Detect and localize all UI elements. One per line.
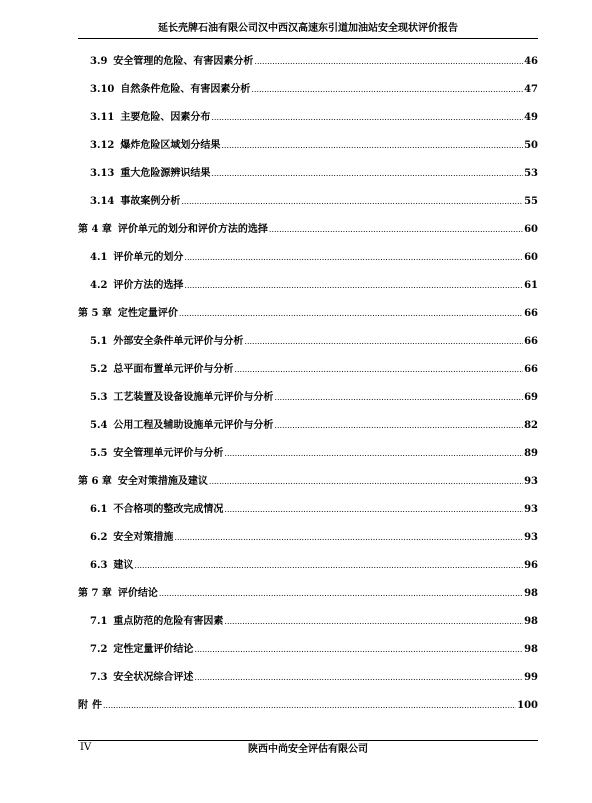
toc-entry[interactable] <box>78 692 538 720</box>
toc-entry-number: 第 5 章 <box>78 308 112 319</box>
toc-entry-title: 公用工程及辅助设施单元评价与分析 <box>113 420 274 431</box>
toc-entry-number: 3.12 <box>90 140 115 151</box>
toc-dot-leader <box>234 356 523 384</box>
toc-entry-page: 98 <box>524 644 538 655</box>
toc-entry[interactable] <box>78 104 538 132</box>
toc-entry-number: 7.2 <box>90 644 108 655</box>
toc-dot-leader <box>274 384 523 412</box>
toc-entry[interactable] <box>78 468 538 496</box>
toc-entry[interactable] <box>78 132 538 160</box>
toc-dot-leader <box>159 580 523 608</box>
toc-dot-leader <box>211 160 523 188</box>
toc-entry[interactable] <box>78 608 538 636</box>
toc-dot-leader <box>251 76 523 104</box>
toc-entry-number: 第 7 章 <box>78 588 112 599</box>
toc-entry[interactable] <box>78 636 538 664</box>
toc-entry[interactable] <box>78 580 538 608</box>
toc-entry-page: 98 <box>524 616 538 627</box>
toc-dot-leader <box>221 132 523 160</box>
toc-entry-page: 47 <box>524 84 538 95</box>
toc-entry-number: 3.10 <box>90 84 115 95</box>
toc-entry-number: 6.1 <box>90 504 108 515</box>
toc-entry[interactable] <box>78 524 538 552</box>
toc-entry-page: 98 <box>524 588 538 599</box>
toc-entry-title: 安全状况综合评述 <box>113 672 194 683</box>
toc-entry-title: 安全管理的危险、有害因素分析 <box>113 56 254 67</box>
toc-entry-number: 3.13 <box>90 168 115 179</box>
toc-entry-title: 评价方法的选择 <box>113 280 184 291</box>
toc-entry-page: 55 <box>524 196 538 207</box>
toc-entry-number: 3.14 <box>90 196 115 207</box>
toc-entry-number: 3.11 <box>90 112 115 123</box>
toc-entry[interactable] <box>78 188 538 216</box>
toc-entry-page: 93 <box>524 532 538 543</box>
toc-entry-page: 89 <box>524 448 538 459</box>
toc-entry[interactable] <box>78 664 538 692</box>
footer-company-name: 陕西中尚安全评估有限公司 <box>248 744 368 755</box>
toc-entry-title: 定性定量评价 <box>117 308 178 319</box>
toc-dot-leader <box>274 412 523 440</box>
toc-entry-page: 46 <box>524 56 538 67</box>
toc-entry-page: 50 <box>524 140 538 151</box>
toc-entry-page: 60 <box>524 252 538 263</box>
toc-entry[interactable] <box>78 76 538 104</box>
toc-dot-leader <box>181 188 523 216</box>
toc-dot-leader <box>179 300 523 328</box>
toc-dot-leader <box>194 664 523 692</box>
toc-entry-page: 69 <box>524 392 538 403</box>
running-header: 延长壳牌石油有限公司汉中西汉高速东引道加油站安全现状评价报告 <box>158 23 458 34</box>
toc-entry-number: 5.4 <box>90 420 108 431</box>
toc-entry[interactable] <box>78 244 538 272</box>
toc-entry-title: 安全对策措施及建议 <box>117 476 208 487</box>
toc-entry-page: 100 <box>517 700 538 711</box>
toc-entry-number: 5.2 <box>90 364 108 375</box>
toc-entry-page: 93 <box>524 504 538 515</box>
header-rule <box>78 38 538 39</box>
toc-entry-title: 主要危险、因素分布 <box>120 112 211 123</box>
toc-dot-leader <box>103 692 516 720</box>
toc-entry-page: 93 <box>524 476 538 487</box>
toc-entry[interactable] <box>78 272 538 300</box>
toc-dot-leader <box>269 216 523 244</box>
toc-entry[interactable] <box>78 356 538 384</box>
toc-entry-title: 安全对策措施 <box>113 532 174 543</box>
toc-entry-number: 4.1 <box>90 252 108 263</box>
toc-entry-title: 件 <box>92 700 102 711</box>
toc-dot-leader <box>134 552 523 580</box>
toc-entry-page: 61 <box>524 280 538 291</box>
toc-entry[interactable] <box>78 216 538 244</box>
toc-entry-title: 建议 <box>113 560 134 571</box>
toc-entry-number: 5.3 <box>90 392 108 403</box>
toc-entry-page: 96 <box>524 560 538 571</box>
toc-entry-title: 安全管理单元评价与分析 <box>113 448 224 459</box>
toc-dot-leader <box>224 496 523 524</box>
toc-dot-leader <box>254 48 523 76</box>
toc-entry-title: 评价结论 <box>117 588 158 599</box>
toc-entry-title: 重点防范的危险有害因素 <box>113 616 224 627</box>
footer-page-number: IV <box>80 742 92 753</box>
toc-entry-number: 6.2 <box>90 532 108 543</box>
toc-entry-page: 53 <box>524 168 538 179</box>
toc-entry-number: 7.1 <box>90 616 108 627</box>
toc-entry[interactable] <box>78 440 538 468</box>
toc-entry-title: 事故案例分析 <box>120 196 181 207</box>
toc-entry-title: 评价单元的划分 <box>113 252 184 263</box>
toc-entry-title: 定性定量评价结论 <box>113 644 194 655</box>
toc-entry-number: 5.1 <box>90 336 108 347</box>
toc-dot-leader <box>211 104 523 132</box>
toc-entry[interactable] <box>78 496 538 524</box>
toc-dot-leader <box>184 244 523 272</box>
toc-entry[interactable] <box>78 384 538 412</box>
toc-entry-page: 49 <box>524 112 538 123</box>
toc-entry[interactable] <box>78 552 538 580</box>
toc-entry-page: 99 <box>524 672 538 683</box>
toc-entry[interactable] <box>78 328 538 356</box>
toc-dot-leader <box>174 524 523 552</box>
toc-entry-title: 总平面布置单元评价与分析 <box>113 364 234 375</box>
toc-entry-page: 66 <box>524 364 538 375</box>
toc-entry-title: 外部安全条件单元评价与分析 <box>113 336 244 347</box>
toc-entry-title: 不合格项的整改完成情况 <box>113 504 224 515</box>
toc-dot-leader <box>209 468 523 496</box>
toc-entry-title: 工艺装置及设备设施单元评价与分析 <box>113 392 274 403</box>
footer-rule <box>78 740 538 741</box>
toc-entry-number: 7.3 <box>90 672 108 683</box>
toc-dot-leader <box>194 636 523 664</box>
toc-entry-title: 重大危险源辨识结果 <box>120 168 211 179</box>
toc-entry-title: 评价单元的划分和评价方法的选择 <box>117 224 268 235</box>
toc-dot-leader <box>224 440 523 468</box>
toc-entry-page: 66 <box>524 336 538 347</box>
toc-entry[interactable] <box>78 48 538 76</box>
toc-entry-page: 60 <box>524 224 538 235</box>
toc-entry-title: 自然条件危险、有害因素分析 <box>120 84 251 95</box>
toc-dot-leader <box>224 608 523 636</box>
toc-entry[interactable] <box>78 412 538 440</box>
toc-entry-page: 82 <box>524 420 538 431</box>
toc-entry-number: 第 4 章 <box>78 224 112 235</box>
toc-dot-leader <box>244 328 523 356</box>
toc-entry-number: 4.2 <box>90 280 108 291</box>
toc-entry-number: 6.3 <box>90 560 108 571</box>
toc-entry-number: 附 <box>78 700 88 711</box>
toc-entry[interactable] <box>78 160 538 188</box>
toc-entry-number: 3.9 <box>90 56 108 67</box>
table-of-contents <box>78 48 538 720</box>
toc-entry[interactable] <box>78 300 538 328</box>
toc-entry-number: 第 6 章 <box>78 476 112 487</box>
toc-entry-page: 66 <box>524 308 538 319</box>
toc-entry-title: 爆炸危险区域划分结果 <box>120 140 221 151</box>
toc-entry-number: 5.5 <box>90 448 108 459</box>
toc-dot-leader <box>184 272 523 300</box>
